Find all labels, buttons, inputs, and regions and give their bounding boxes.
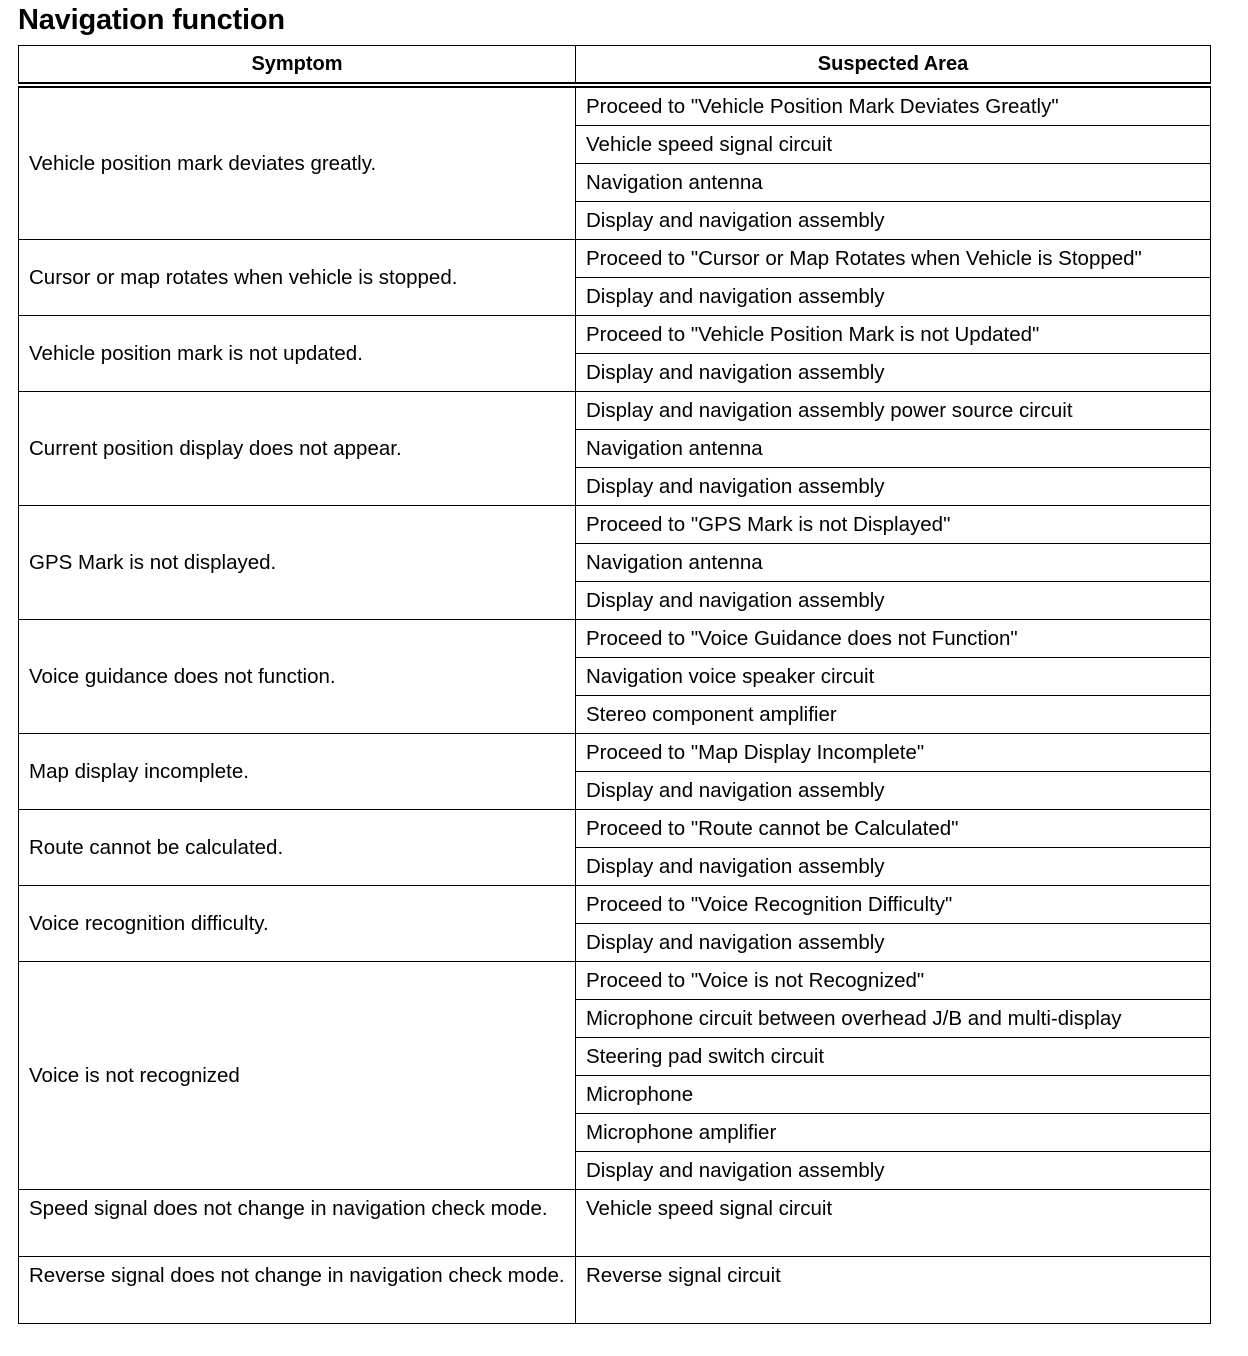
suspected-area-cell: Proceed to "Vehicle Position Mark is not Updated" (576, 316, 1211, 354)
suspected-area-cell: Display and navigation assembly power source circuit (576, 392, 1211, 430)
suspected-area-cell: Navigation antenna (576, 164, 1211, 202)
suspected-area-cell: Vehicle speed signal circuit (576, 1190, 1211, 1257)
symptom-cell: Route cannot be calculated. (19, 810, 576, 886)
symptom-cell: Cursor or map rotates when vehicle is stopped. (19, 240, 576, 316)
suspected-area-cell: Display and navigation assembly (576, 1152, 1211, 1190)
suspected-area-cell: Proceed to "Voice Guidance does not Function" (576, 620, 1211, 658)
symptom-cell: Speed signal does not change in navigation check mode. (19, 1190, 576, 1257)
suspected-area-cell: Display and navigation assembly (576, 848, 1211, 886)
symptom-header: Symptom (19, 46, 576, 86)
suspected-area-cell: Vehicle speed signal circuit (576, 126, 1211, 164)
page-title: Navigation function (18, 4, 285, 36)
suspected-area-cell: Steering pad switch circuit (576, 1038, 1211, 1076)
symptom-cell: Current position display does not appear. (19, 392, 576, 506)
table-row (19, 392, 1211, 430)
suspected-area-cell: Microphone circuit between overhead J/B and multi-display (576, 1000, 1211, 1038)
table-row (19, 316, 1211, 354)
suspected-area-cell: Proceed to "Voice Recognition Difficulty" (576, 886, 1211, 924)
symptom-cell: Vehicle position mark deviates greatly. (19, 85, 576, 240)
symptom-cell: Vehicle position mark is not updated. (19, 316, 576, 392)
table-row (19, 734, 1211, 772)
suspected-area-cell: Display and navigation assembly (576, 924, 1211, 962)
table-row (19, 1190, 1211, 1257)
table-row (19, 962, 1211, 1000)
suspected-area-cell: Proceed to "GPS Mark is not Displayed" (576, 506, 1211, 544)
suspected-area-cell: Proceed to "Vehicle Position Mark Deviates Greatly" (576, 85, 1211, 126)
table-row (19, 620, 1211, 658)
suspected-area-header: Suspected Area (576, 46, 1211, 86)
suspected-area-cell: Microphone (576, 1076, 1211, 1114)
symptom-cell: Voice is not recognized (19, 962, 576, 1190)
suspected-area-cell: Display and navigation assembly (576, 202, 1211, 240)
suspected-area-cell: Proceed to "Cursor or Map Rotates when Vehicle is Stopped" (576, 240, 1211, 278)
symptom-cell: Voice recognition difficulty. (19, 886, 576, 962)
table-header-row (19, 46, 1211, 86)
suspected-area-cell: Proceed to "Route cannot be Calculated" (576, 810, 1211, 848)
suspected-area-cell: Display and navigation assembly (576, 468, 1211, 506)
navigation-symptom-table (18, 45, 1211, 1324)
table-row (19, 810, 1211, 848)
table-row (19, 240, 1211, 278)
suspected-area-cell: Display and navigation assembly (576, 354, 1211, 392)
suspected-area-cell: Microphone amplifier (576, 1114, 1211, 1152)
suspected-area-cell: Reverse signal circuit (576, 1257, 1211, 1324)
suspected-area-cell: Display and navigation assembly (576, 772, 1211, 810)
suspected-area-cell: Proceed to "Voice is not Recognized" (576, 962, 1211, 1000)
table-row (19, 1257, 1211, 1324)
table-row (19, 506, 1211, 544)
suspected-area-cell: Stereo component amplifier (576, 696, 1211, 734)
symptom-cell: Reverse signal does not change in navigation check mode. (19, 1257, 576, 1324)
symptom-cell: Map display incomplete. (19, 734, 576, 810)
table-row (19, 85, 1211, 126)
suspected-area-cell: Display and navigation assembly (576, 582, 1211, 620)
suspected-area-cell: Navigation voice speaker circuit (576, 658, 1211, 696)
symptom-cell: Voice guidance does not function. (19, 620, 576, 734)
symptom-cell: GPS Mark is not displayed. (19, 506, 576, 620)
suspected-area-cell: Navigation antenna (576, 544, 1211, 582)
suspected-area-cell: Navigation antenna (576, 430, 1211, 468)
suspected-area-cell: Proceed to "Map Display Incomplete" (576, 734, 1211, 772)
suspected-area-cell: Display and navigation assembly (576, 278, 1211, 316)
table-row (19, 886, 1211, 924)
